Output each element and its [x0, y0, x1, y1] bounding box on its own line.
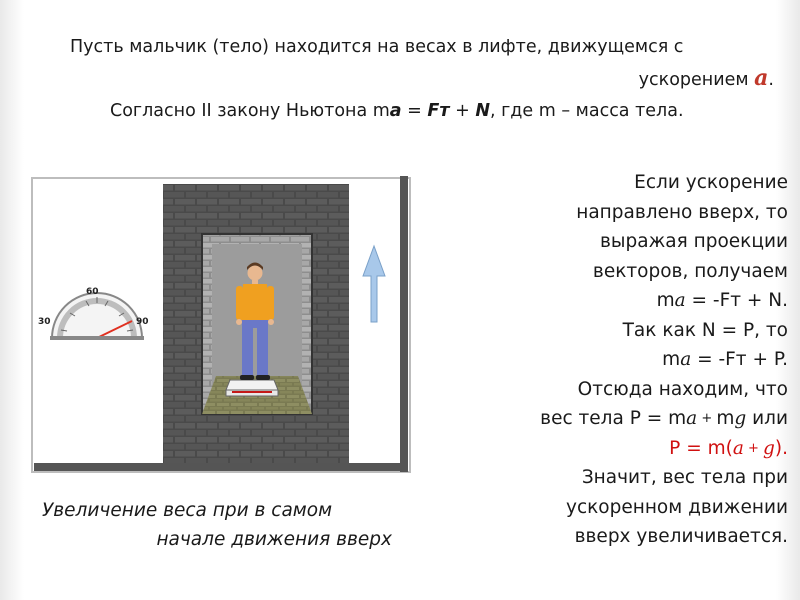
illustration-caption: [42, 496, 402, 554]
scale-display: [232, 391, 272, 393]
frame-right-edge: [400, 176, 408, 472]
explanation-line-7: [470, 345, 788, 375]
newton-law-end: , где m – масса тела.: [489, 101, 684, 121]
eq2-a: a: [680, 349, 692, 370]
header-line-2: [70, 63, 780, 96]
newton-plus: +: [449, 101, 476, 121]
eq4-g: g: [763, 437, 775, 459]
normal-force-symbol: N: [475, 101, 490, 121]
eq3-a: a: [686, 408, 698, 429]
explanation-line-12: ускоренном движении: [566, 496, 788, 518]
header-line-1: Пусть мальчик (тело) находится на весах в лифте, движущемся с: [70, 37, 684, 57]
header-line-3: [70, 96, 780, 127]
eq1-a: a: [674, 290, 686, 311]
bathroom-scale: [226, 380, 278, 390]
explanation-line-6: Так как N = P, то: [622, 319, 788, 341]
eq1-m: m: [656, 290, 675, 311]
eq3-suffix: или: [746, 408, 788, 429]
explanation-line-11: Значит, вес тела при: [581, 467, 788, 488]
eq3-m: m: [716, 408, 735, 429]
gauge-label-30: 30: [38, 317, 51, 327]
eq3-plus: +: [697, 411, 717, 426]
explanation-line-8: Отсюда находим, что: [577, 378, 788, 400]
caption-line-2: начале движения вверх: [156, 529, 392, 550]
eq4-suffix: ).: [774, 437, 788, 459]
explanation-line-1: Если ускорение: [634, 172, 788, 193]
gauge-label-90: 90: [136, 317, 149, 327]
eq4-prefix: P = m(: [669, 437, 733, 459]
eq3-g: g: [734, 408, 747, 429]
acceleration-symbol: a: [754, 65, 769, 91]
explanation-line-9: [470, 404, 788, 434]
explanation-line-4: векторов, получаем: [592, 260, 788, 282]
slide-header: [70, 32, 780, 127]
newton-eq: =: [401, 101, 428, 121]
explanation-line-10: [470, 434, 788, 464]
eq2-rest: = -Fт + P.: [691, 349, 788, 370]
eq3-prefix: вес тела P = m: [540, 408, 687, 429]
explanation-text: [470, 168, 788, 552]
frame-bottom-edge: [34, 463, 408, 471]
elevator-illustration: [20, 170, 420, 480]
explanation-line-3: выражая проекции: [600, 231, 788, 252]
newton-law-text: Согласно II закону Ньютона m: [110, 101, 390, 121]
gravity-force-symbol: Fт: [427, 101, 450, 121]
elevator-scene: [20, 170, 420, 480]
eq2-m: m: [662, 349, 681, 370]
explanation-line-2: направлено вверх, то: [576, 201, 788, 223]
eq4-a: a: [732, 437, 744, 459]
explanation-line-5: [470, 286, 788, 316]
newton-a-symbol: a: [389, 101, 402, 121]
eq4-plus: +: [743, 440, 764, 456]
gauge-label-60: 60: [86, 287, 99, 297]
explanation-line-13: вверх увеличивается.: [574, 526, 788, 547]
header-line-2-end: .: [768, 70, 774, 90]
caption-line-1: Увеличение веса при в самом: [42, 500, 333, 521]
eq1-rest: = -Fт + N.: [685, 290, 788, 311]
header-line-2-text: ускорением: [638, 70, 749, 90]
